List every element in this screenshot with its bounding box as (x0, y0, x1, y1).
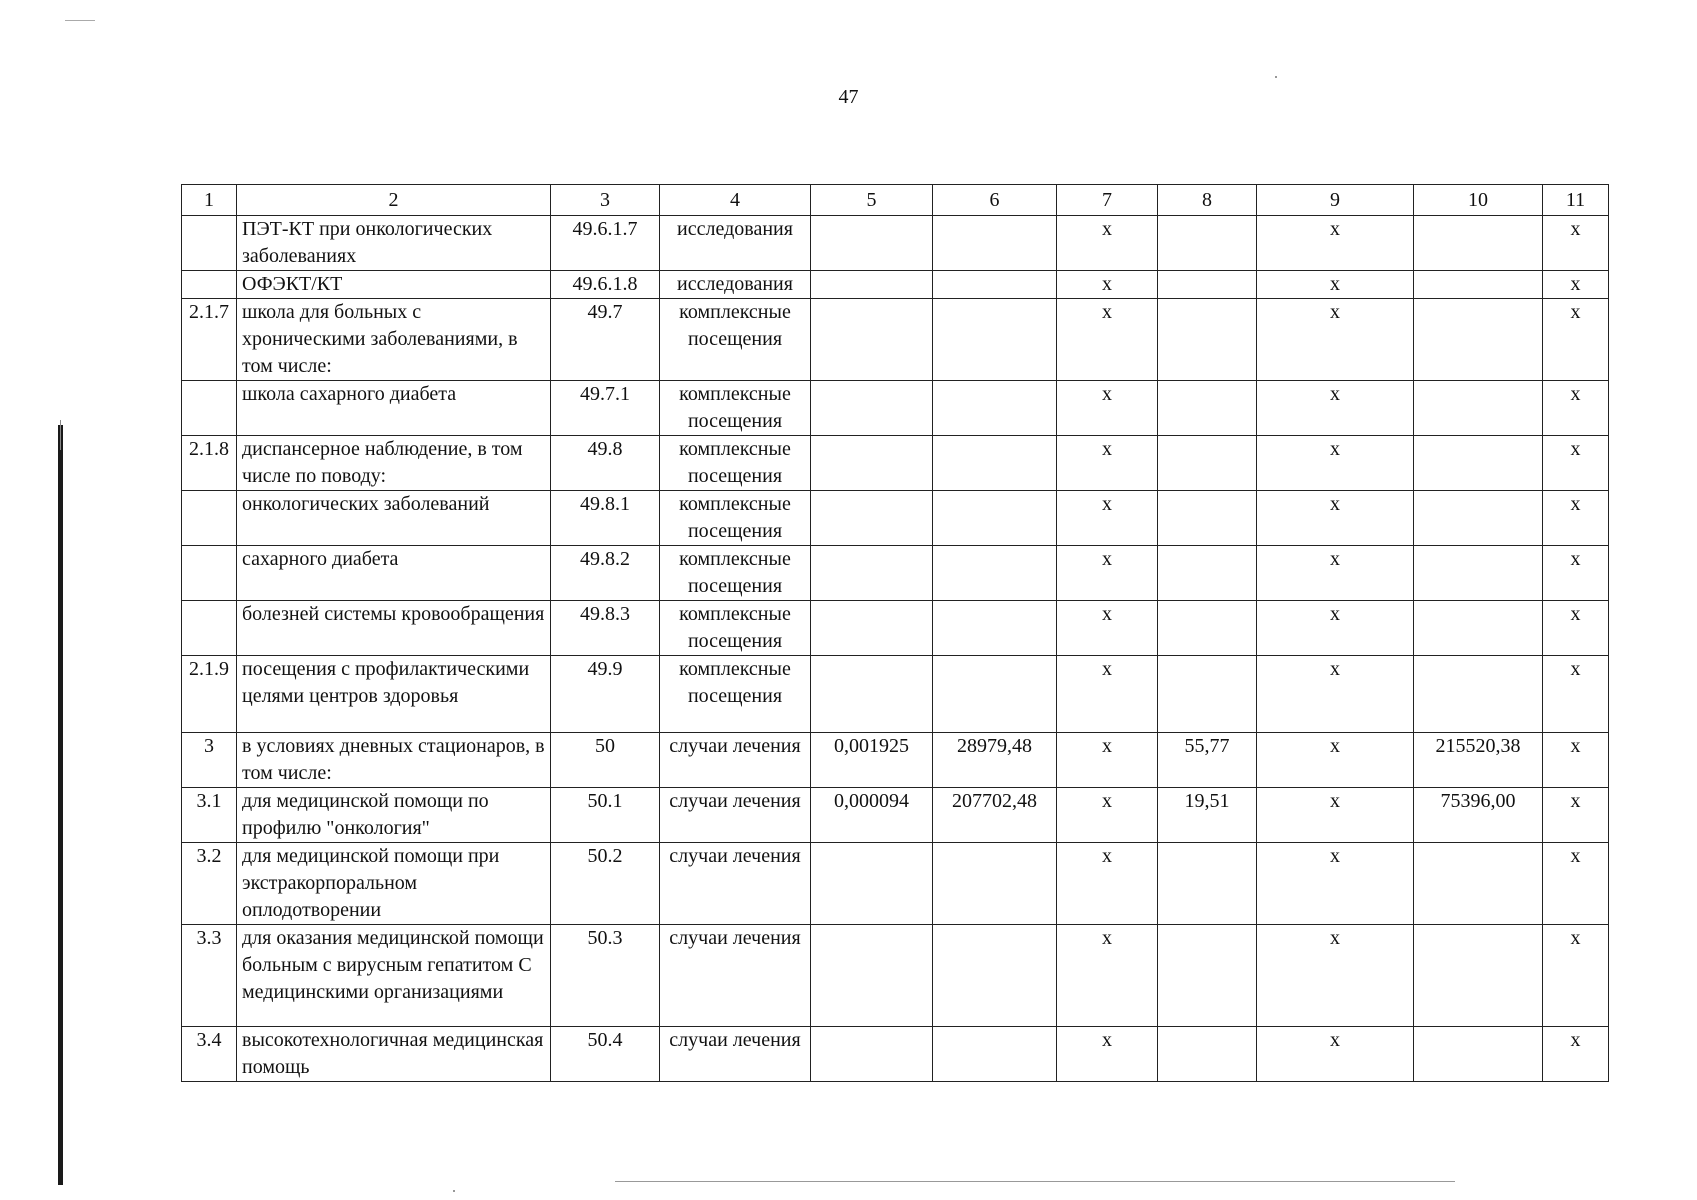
row-code-cell: 49.6.1.8 (551, 271, 660, 299)
row-code-cell: 50.2 (551, 843, 660, 925)
col9-cell: х (1257, 788, 1414, 843)
col11-cell: х (1543, 843, 1609, 925)
col11-cell: х (1543, 381, 1609, 436)
col10-cell (1414, 491, 1543, 546)
col9-cell: х (1257, 436, 1414, 491)
row-name-cell: онкологических заболеваний (237, 491, 551, 546)
col7-cell: х (1057, 299, 1158, 381)
col6-cell: 207702,48 (933, 788, 1057, 843)
col8-cell (1158, 546, 1257, 601)
col10-cell (1414, 271, 1543, 299)
col10-cell (1414, 216, 1543, 271)
col9-cell: х (1257, 546, 1414, 601)
col6-cell (933, 491, 1057, 546)
table-row (182, 271, 1609, 299)
row-unit-cell: исследования (660, 216, 811, 271)
column-header: 1 (182, 185, 237, 216)
row-name-cell: диспансерное наблюдение, в том числе по поводу: (237, 436, 551, 491)
row-code-cell: 50.1 (551, 788, 660, 843)
col11-cell: х (1543, 271, 1609, 299)
row-unit-cell: комплексные посещения (660, 436, 811, 491)
col5-cell (811, 843, 933, 925)
column-header: 5 (811, 185, 933, 216)
column-header: 11 (1543, 185, 1609, 216)
table-row (182, 788, 1609, 843)
row-unit-cell: комплексные посещения (660, 546, 811, 601)
column-header: 3 (551, 185, 660, 216)
row-unit-cell: случаи лечения (660, 1027, 811, 1082)
col7-cell: х (1057, 601, 1158, 656)
col9-cell: х (1257, 299, 1414, 381)
page-number: 47 (838, 86, 859, 108)
table-row (182, 299, 1609, 381)
col7-cell: х (1057, 925, 1158, 1027)
row-name-cell: ПЭТ-КТ при онкологических заболеваниях (237, 216, 551, 271)
row-unit-cell: случаи лечения (660, 788, 811, 843)
scan-speck (1275, 76, 1277, 78)
row-unit-cell: комплексные посещения (660, 381, 811, 436)
col5-cell (811, 271, 933, 299)
col5-cell (811, 1027, 933, 1082)
row-name-cell: сахарного диабета (237, 546, 551, 601)
row-unit-cell: случаи лечения (660, 733, 811, 788)
col10-cell (1414, 546, 1543, 601)
header-row (182, 185, 1609, 216)
col6-cell (933, 381, 1057, 436)
col11-cell: х (1543, 436, 1609, 491)
column-header: 9 (1257, 185, 1414, 216)
row-section-cell (182, 381, 237, 436)
column-header: 2 (237, 185, 551, 216)
row-code-cell: 49.8.3 (551, 601, 660, 656)
col5-cell (811, 216, 933, 271)
row-name-cell: школа для больных с хроническими заболеваниями, в том числе: (237, 299, 551, 381)
row-name-cell: для медицинской помощи по профилю "онкология" (237, 788, 551, 843)
row-name-cell: школа сахарного диабета (237, 381, 551, 436)
col6-cell (933, 843, 1057, 925)
row-section-cell: 3.2 (182, 843, 237, 925)
col7-cell: х (1057, 491, 1158, 546)
column-header: 10 (1414, 185, 1543, 216)
col5-cell (811, 546, 933, 601)
scan-artifact-top (65, 20, 95, 21)
col11-cell: х (1543, 491, 1609, 546)
column-header: 6 (933, 185, 1057, 216)
row-section-cell: 2.1.9 (182, 656, 237, 733)
row-unit-cell: исследования (660, 271, 811, 299)
col8-cell (1158, 656, 1257, 733)
col8-cell (1158, 1027, 1257, 1082)
col9-cell: х (1257, 491, 1414, 546)
scan-edge-line (58, 425, 63, 1185)
scan-speck (453, 1190, 455, 1192)
col7-cell: х (1057, 436, 1158, 491)
row-name-cell: болезней системы кровообращения (237, 601, 551, 656)
table-row (182, 491, 1609, 546)
col5-cell (811, 436, 933, 491)
col7-cell: х (1057, 843, 1158, 925)
row-section-cell: 2.1.8 (182, 436, 237, 491)
col5-cell (811, 491, 933, 546)
col7-cell: х (1057, 271, 1158, 299)
row-unit-cell: случаи лечения (660, 843, 811, 925)
col5-cell (811, 381, 933, 436)
row-name-cell: ОФЭКТ/КТ (237, 271, 551, 299)
row-code-cell: 49.6.1.7 (551, 216, 660, 271)
col7-cell: х (1057, 546, 1158, 601)
col8-cell (1158, 271, 1257, 299)
col6-cell: 28979,48 (933, 733, 1057, 788)
row-section-cell (182, 601, 237, 656)
col10-cell (1414, 1027, 1543, 1082)
col8-cell (1158, 436, 1257, 491)
col6-cell (933, 1027, 1057, 1082)
col11-cell: х (1543, 656, 1609, 733)
row-unit-cell: комплексные посещения (660, 656, 811, 733)
col11-cell: х (1543, 1027, 1609, 1082)
col8-cell (1158, 601, 1257, 656)
col8-cell (1158, 381, 1257, 436)
col7-cell: х (1057, 788, 1158, 843)
col9-cell: х (1257, 601, 1414, 656)
scan-edge-fragment (60, 420, 61, 450)
row-code-cell: 50 (551, 733, 660, 788)
column-header: 7 (1057, 185, 1158, 216)
col9-cell: х (1257, 216, 1414, 271)
row-name-cell: в условиях дневных стационаров, в том числе: (237, 733, 551, 788)
table-row (182, 546, 1609, 601)
col10-cell (1414, 656, 1543, 733)
col8-cell (1158, 491, 1257, 546)
col5-cell: 0,001925 (811, 733, 933, 788)
col5-cell (811, 299, 933, 381)
col8-cell (1158, 843, 1257, 925)
col10-cell (1414, 436, 1543, 491)
table-row (182, 436, 1609, 491)
row-code-cell: 50.4 (551, 1027, 660, 1082)
table-row (182, 925, 1609, 1027)
col11-cell: х (1543, 733, 1609, 788)
col8-cell: 55,77 (1158, 733, 1257, 788)
col10-cell (1414, 601, 1543, 656)
row-unit-cell: случаи лечения (660, 925, 811, 1027)
col6-cell (933, 601, 1057, 656)
col10-cell (1414, 925, 1543, 1027)
row-code-cell: 49.7.1 (551, 381, 660, 436)
row-section-cell (182, 491, 237, 546)
col7-cell: х (1057, 1027, 1158, 1082)
col11-cell: х (1543, 925, 1609, 1027)
table-row (182, 216, 1609, 271)
col11-cell: х (1543, 299, 1609, 381)
row-section-cell: 3.3 (182, 925, 237, 1027)
row-section-cell: 2.1.7 (182, 299, 237, 381)
row-unit-cell: комплексные посещения (660, 601, 811, 656)
column-header: 4 (660, 185, 811, 216)
col6-cell (933, 216, 1057, 271)
row-unit-cell: комплексные посещения (660, 491, 811, 546)
col9-cell: х (1257, 843, 1414, 925)
col7-cell: х (1057, 656, 1158, 733)
row-name-cell: высокотехнологичная медицинская помощь (237, 1027, 551, 1082)
col8-cell: 19,51 (1158, 788, 1257, 843)
table-row (182, 1027, 1609, 1082)
col5-cell (811, 925, 933, 1027)
col11-cell: х (1543, 601, 1609, 656)
column-header: 8 (1158, 185, 1257, 216)
row-code-cell: 50.3 (551, 925, 660, 1027)
table-row (182, 601, 1609, 656)
col7-cell: х (1057, 216, 1158, 271)
row-section-cell: 3.1 (182, 788, 237, 843)
row-code-cell: 49.8 (551, 436, 660, 491)
row-section-cell (182, 216, 237, 271)
row-unit-cell: комплексные посещения (660, 299, 811, 381)
col5-cell (811, 656, 933, 733)
col6-cell (933, 546, 1057, 601)
col10-cell: 215520,38 (1414, 733, 1543, 788)
col9-cell: х (1257, 656, 1414, 733)
row-section-cell (182, 546, 237, 601)
col9-cell: х (1257, 1027, 1414, 1082)
col6-cell (933, 925, 1057, 1027)
col10-cell (1414, 381, 1543, 436)
data-table (181, 184, 1609, 1082)
table-row (182, 381, 1609, 436)
col7-cell: х (1057, 733, 1158, 788)
col10-cell (1414, 843, 1543, 925)
col9-cell: х (1257, 925, 1414, 1027)
row-name-cell: для оказания медицинской помощи больным с вирусным гепатитом С медицинскими организациями (237, 925, 551, 1027)
col11-cell: х (1543, 546, 1609, 601)
row-code-cell: 49.8.1 (551, 491, 660, 546)
col10-cell: 75396,00 (1414, 788, 1543, 843)
row-code-cell: 49.7 (551, 299, 660, 381)
col5-cell (811, 601, 933, 656)
col10-cell (1414, 299, 1543, 381)
row-name-cell: для медицинской помощи при экстракорпоральном оплодотворении (237, 843, 551, 925)
col11-cell: х (1543, 216, 1609, 271)
col6-cell (933, 299, 1057, 381)
row-section-cell: 3 (182, 733, 237, 788)
row-section-cell: 3.4 (182, 1027, 237, 1082)
table-row (182, 656, 1609, 733)
col8-cell (1158, 925, 1257, 1027)
col9-cell: х (1257, 271, 1414, 299)
col6-cell (933, 271, 1057, 299)
col9-cell: х (1257, 733, 1414, 788)
col8-cell (1158, 299, 1257, 381)
col5-cell: 0,000094 (811, 788, 933, 843)
col6-cell (933, 656, 1057, 733)
col7-cell: х (1057, 381, 1158, 436)
col11-cell: х (1543, 788, 1609, 843)
row-code-cell: 49.9 (551, 656, 660, 733)
scan-artifact-bottom (615, 1181, 1455, 1182)
col9-cell: х (1257, 381, 1414, 436)
table-row (182, 843, 1609, 925)
table-row (182, 733, 1609, 788)
row-name-cell: посещения с профилактическими целями центров здоровья (237, 656, 551, 733)
col8-cell (1158, 216, 1257, 271)
row-code-cell: 49.8.2 (551, 546, 660, 601)
row-section-cell (182, 271, 237, 299)
col6-cell (933, 436, 1057, 491)
